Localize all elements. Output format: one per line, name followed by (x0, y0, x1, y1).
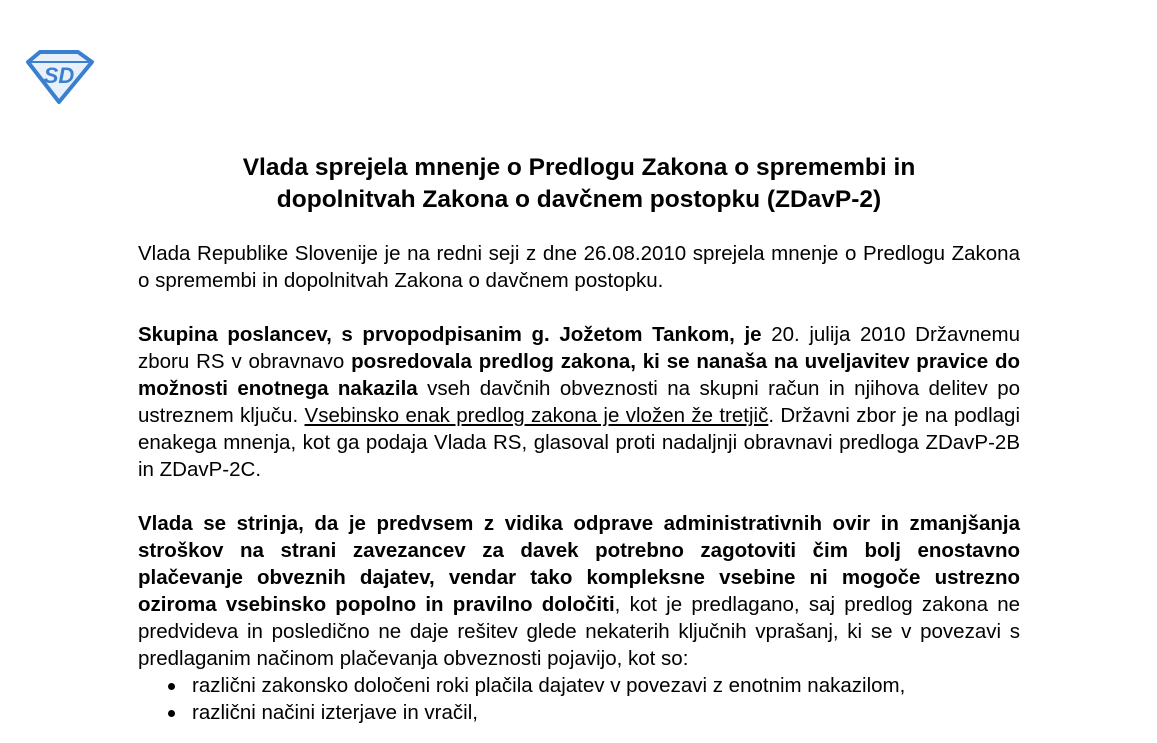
bullet-list (138, 672, 1020, 726)
sd-logo (22, 48, 96, 104)
title-line-2: dopolnitvah Zakona o davčnem postopku (ZDavP-2) (276, 186, 882, 213)
p2-text-2: vseh davčnih obveznosti na skupni račun in njihova delitev po ustreznem ključu. (138, 377, 1020, 427)
p2-text-3: . Državni zbor je na podlagi enakega mnenja, kot ga podaja Vlada RS, glasoval proti nadaljnji obravnavi predloga ZDavP-2B in ZDavP-2C. (138, 404, 1020, 481)
paragraph-1: Vlada Republike Slovenije je na redni seji z dne 26.08.2010 sprejela mnenje o Predlogu Zakona o spremembi in dopolnitvah Zakona o davčnem postopku. (138, 242, 1020, 292)
p2-bold-1: Skupina poslancev, s prvopodpisanim g. Jožetom Tankom, je (138, 323, 762, 346)
title-line-1: Vlada sprejela mnenje o Predlogu Zakona o spremembi in (242, 154, 916, 181)
p2-text-1: 20. julija 2010 Državnemu zboru RS v obravnavo (138, 323, 1020, 373)
paragraph-3 (138, 510, 1020, 672)
p2-underline: Vsebinsko enak predlog zakona je vložen že tretjič (304, 404, 769, 427)
page-title (138, 152, 1020, 216)
document-body (138, 240, 1020, 726)
list-item: različni načini izterjave in vračil, (168, 699, 1020, 726)
logo-text: SD (43, 63, 75, 88)
p3-text: , kot je predlagano, saj predlog zakona ne predvideva in posledično ne daje rešitev glede nekaterih ključnih vprašanj, ki se v povezavi s predlaganim načinom plačevanja obveznosti pojavijo, kot so: (138, 593, 1020, 670)
p3-bold: Vlada se strinja, da je predvsem z vidika odprave administrativnih ovir in zmanjšanja stroškov na strani zavezancev za davek potrebno zagotoviti čim bolj enostavno plačevanje obveznih dajatev, vendar tako kompleksne vsebine ni mogoče ustrezno oziroma vsebinsko popolno in pravilno določiti (138, 512, 1020, 616)
paragraph-2 (138, 321, 1020, 483)
p2-bold-2: posredovala predlog zakona, ki se nanaša na uveljavitev pravice do možnosti enotnega nakazila (138, 350, 1020, 400)
list-item: različni zakonsko določeni roki plačila dajatev v povezavi z enotnim nakazilom, (168, 672, 1020, 699)
